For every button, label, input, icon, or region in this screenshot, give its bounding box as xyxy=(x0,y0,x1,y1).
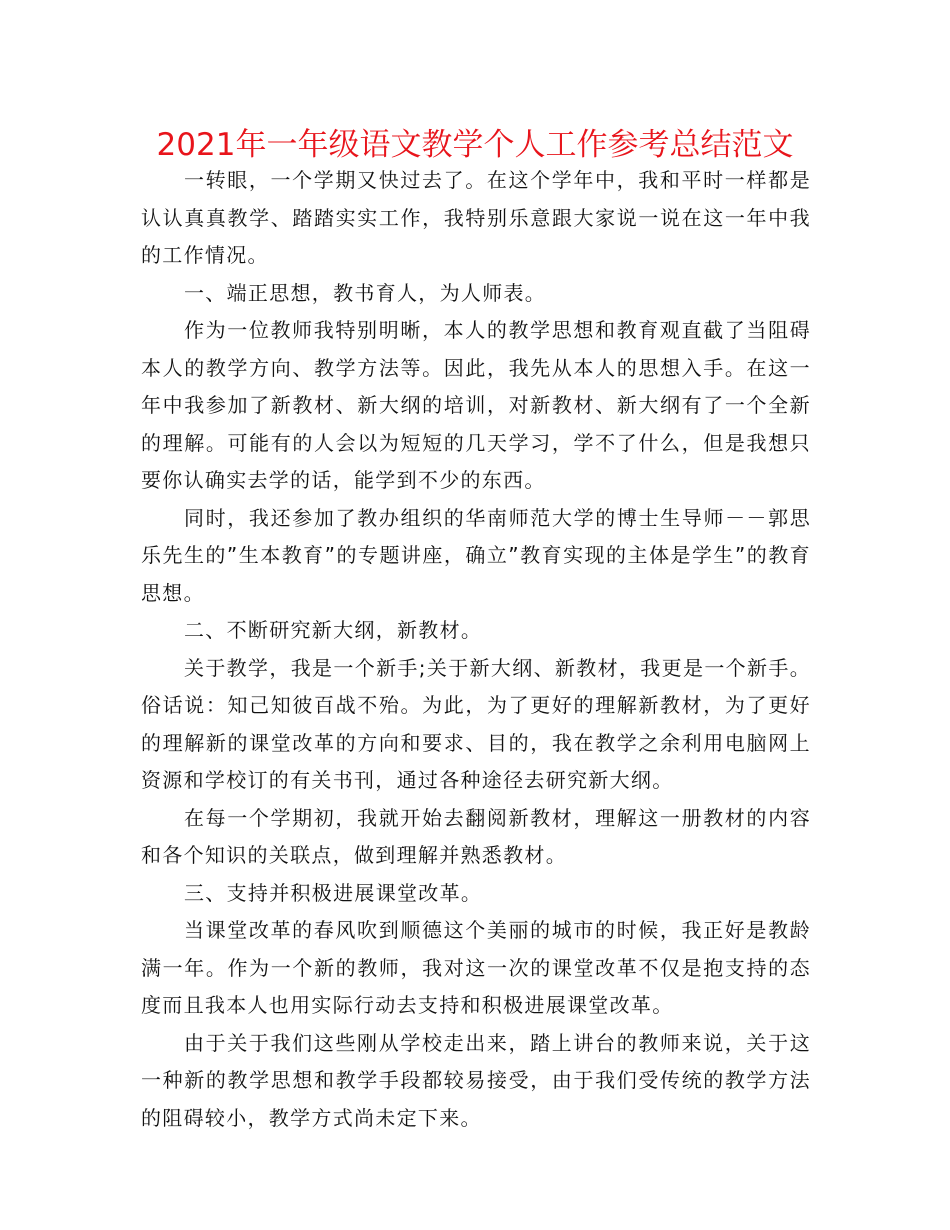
paragraph: 当课堂改革的春风吹到顺德这个美丽的城市的时候，我正好是教龄满一年。作为一个新的教师，我对这一次的课堂改革不仅是抱支持的态度而且我本人也用实际行动去支持和积极进展课堂改革。 xyxy=(141,918,811,1017)
paragraph: 在每一个学期初，我就开始去翻阅新教材，理解这一册教材的内容和各个知识的关联点，做到理解并熟悉教材。 xyxy=(141,805,811,867)
paragraph-intro: 一转眼，一个学期又快过去了。在这个学年中，我和平时一样都是认认真真教学、踏踏实实工作，我特别乐意跟大家说一说在这一年中我的工作情况。 xyxy=(141,168,811,267)
paragraph: 作为一位教师我特别明晰，本人的教学思想和教育观直截了当阻碍本人的教学方向、教学方法等。因此，我先从本人的思想入手。在这一年中我参加了新教材、新大纲的培训，对新教材、新大纲有了一个全新的理解。可能有的人会以为短短的几天学习，学不了什么，但是我想只要你认确实去学的话，能学到不少的东西。 xyxy=(141,318,811,492)
section-heading-2: 二、不断研究新大纲，新教材。 xyxy=(184,618,483,642)
paragraph: 由于关于我们这些刚从学校走出来，踏上讲台的教师来说，关于这一种新的教学思想和教学手段都较易接受，由于我们受传统的教学方法的阻碍较小，教学方式尚未定下来。 xyxy=(141,1030,811,1130)
document-body xyxy=(141,162,811,1137)
paragraph: 同时，我还参加了教办组织的华南师范大学的博士生导师－－郭思乐先生的”生本教育”的专题讲座，确立”教育实现的主体是学生”的教育思想。 xyxy=(141,505,811,605)
section-heading-1: 一、端正思想，教书育人，为人师表。 xyxy=(184,280,547,305)
document-title: 2021年一年级语文教学个人工作参考总结范文 xyxy=(156,127,794,163)
section-heading-3: 三、支持并积极进展课堂改革。 xyxy=(184,880,483,905)
paragraph: 关于教学，我是一个新手;关于新大纲、新教材，我更是一个新手。俗话说：知己知彼百战不殆。为此，为了更好的理解新教材，为了更好的理解新的课堂改革的方向和要求、目的，我在教学之余利用电脑网上资源和学校订的有关书刊，通过各种途径去研究新大纲。 xyxy=(141,655,811,792)
